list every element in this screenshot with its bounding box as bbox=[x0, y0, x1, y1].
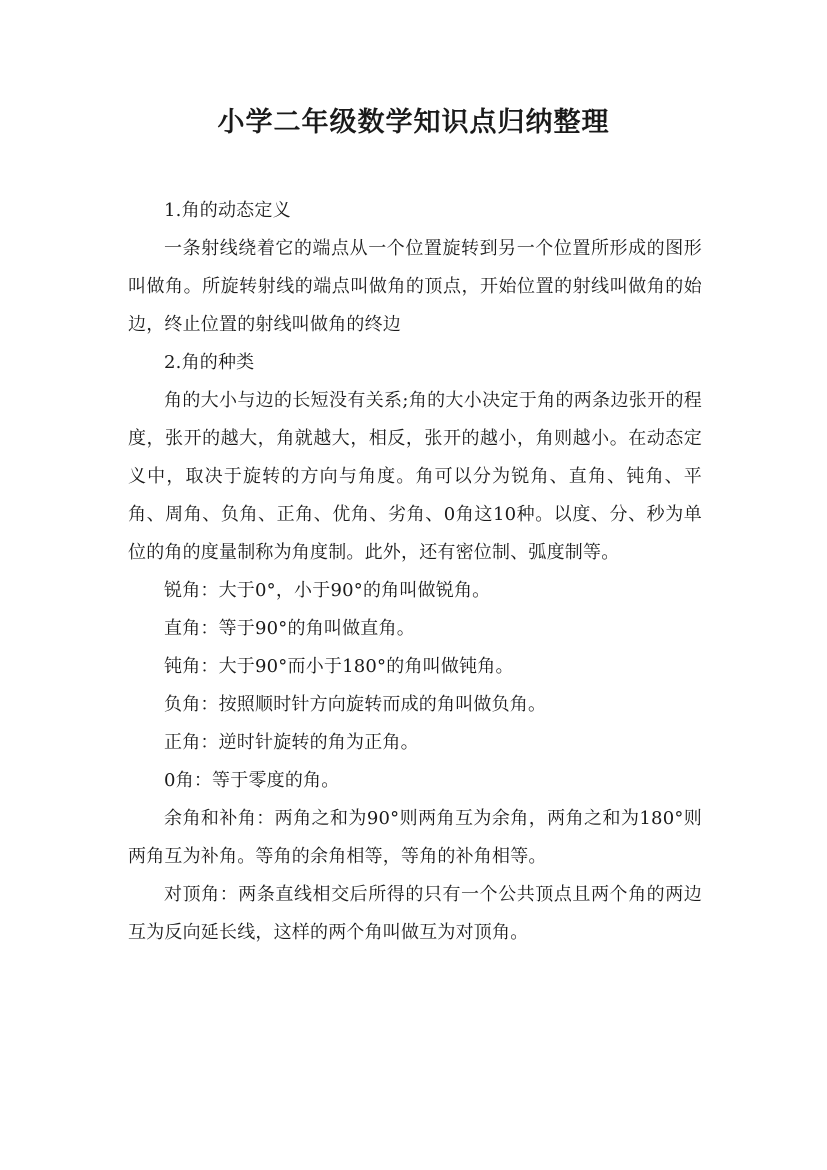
paragraph-obtuse-angle: 钝角：大于90°而小于180°的角叫做钝角。 bbox=[164, 656, 514, 677]
paragraph-zero-angle: 0角：等于零度的角。 bbox=[164, 770, 340, 791]
paragraph-positive-angle: 正角：逆时针旋转的角为正角。 bbox=[164, 732, 419, 753]
section-heading-1: 1.角的动态定义 bbox=[164, 200, 291, 221]
document-body bbox=[128, 192, 702, 952]
paragraph-right-angle: 直角：等于90°的角叫做直角。 bbox=[164, 618, 415, 639]
section-heading-2: 2.角的种类 bbox=[164, 352, 255, 373]
document-title: 小学二年级数学知识点归纳整理 bbox=[217, 107, 610, 138]
paragraph-acute-angle: 锐角：大于0°，小于90°的角叫做锐角。 bbox=[164, 580, 491, 601]
paragraph-vertical-angles: 对顶角：两条直线相交后所得的只有一个公共顶点且两个角的两边互为反向延长线，这样的两个角叫做互为对顶角。 bbox=[128, 884, 702, 943]
paragraph-negative-angle: 负角：按照顺时针方向旋转而成的角叫做负角。 bbox=[164, 694, 547, 715]
paragraph-complementary-supplementary: 余角和补角：两角之和为90°则两角互为余角，两角之和为180°则两角互为补角。等角的余角相等，等角的补角相等。 bbox=[128, 808, 702, 867]
paragraph-definition: 一条射线绕着它的端点从一个位置旋转到另一个位置所形成的图形叫做角。所旋转射线的端点叫做角的顶点，开始位置的射线叫做角的始边，终止位置的射线叫做角的终边 bbox=[128, 238, 702, 335]
paragraph-angle-types: 角的大小与边的长短没有关系;角的大小决定于角的两条边张开的程度，张开的越大，角就越大，相反，张开的越小，角则越小。在动态定义中，取决于旋转的方向与角度。角可以分为锐角、直角、钝角、平角、周角、负角、正角、优角、劣角、0角这10种。以度、分、秒为单位的角的度量制称为角度制。此外，还有密位制、弧度制等。 bbox=[128, 390, 702, 563]
